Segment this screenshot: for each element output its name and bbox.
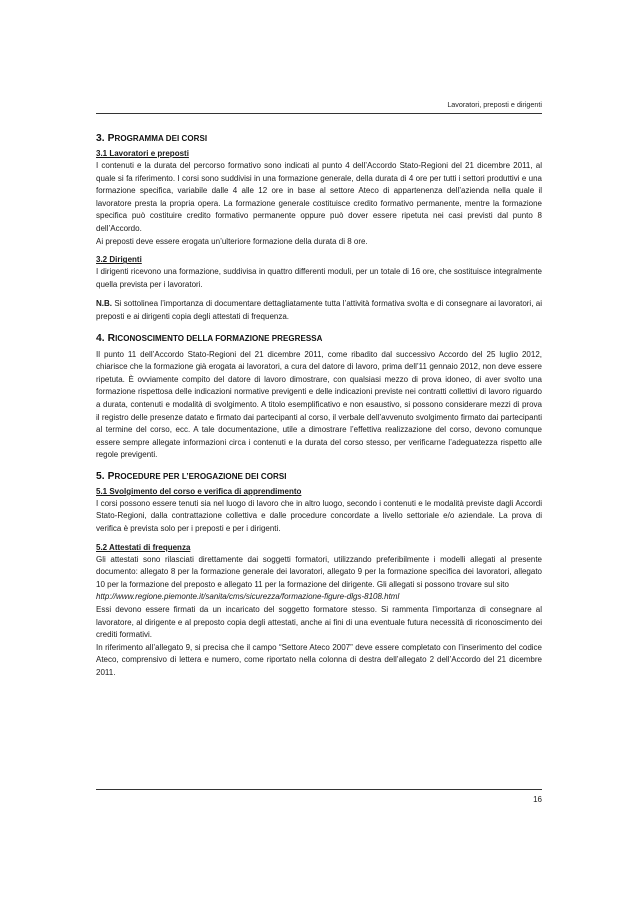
subsection-3-2-heading: 3.2 Dirigenti bbox=[96, 255, 142, 265]
section-4-heading bbox=[96, 333, 542, 344]
url-paragraph bbox=[96, 591, 542, 604]
section-3-heading bbox=[96, 133, 542, 144]
paragraph-5-1: I corsi possono essere tenuti sia nel luogo di lavoro che in altro luogo, secondo i contenuti e le modalità previste dagli Accordi Stato-Regioni, dalla contrattazione collettiva e dalle procedure concordate a livello settoriale e/o aziendale. La prova di verifica è prevista solo per i preposti e per i dirigenti. bbox=[96, 498, 542, 534]
note-label: N.B. bbox=[96, 299, 112, 309]
page-number: 16 bbox=[533, 795, 542, 804]
paragraph-5-2-b: Essi devono essere firmati da un incaricato del soggetto formatore stesso. Si rammenta l’importanza di consegnare al lavoratore, al dirigente e al preposto copia degli attestati, anche ai fini di una eventuale futura necessità di riconoscimento dei crediti formativi. bbox=[96, 605, 542, 640]
subsection-5-2-heading: 5.2 Attestati di frequenza bbox=[96, 542, 191, 552]
paragraph-5-2-c: In riferimento all’allegato 9, si precisa che il campo “Settore Ateco 2007” deve essere completato con l’inserimento del codice Ateco, comprensivo di lettera e numero, come riportato nella colonna di destra dell’allegato 2 dell’Accordo del 21 dicembre 2011. bbox=[96, 642, 542, 677]
regione-url-link[interactable]: http://www.regione.piemonte.it/sanita/cms/sicurezza/formazione-figure-dlgs-8108.html bbox=[96, 592, 400, 602]
footer-divider bbox=[96, 789, 542, 790]
section-5-title: ROCEDURE PER L’EROGAZIONE DEI CORSI bbox=[114, 471, 287, 481]
paragraph-5-2-a: Gli attestati sono rilasciati direttamente dai soggetti formatori, utilizzando preferibilmente i modelli allegati al presente documento: allegato 8 per la formazione generale dei lavoratori, allegato 9 per la formazione specifica dei lavoratori, allegato 10 per la formazione del preposto e allegato 11 per la formazione del dirigente. Gli allegati si possono trovare sul sito bbox=[96, 554, 542, 589]
section-3-title: ROGRAMMA DEI CORSI bbox=[114, 134, 208, 143]
section-5-number: 5. P bbox=[96, 470, 115, 482]
paragraph-4: Il punto 11 dell’Accordo Stato-Regioni del 21 dicembre 2011, come ribadito dal successivo Accordo del 25 luglio 2012, chiarisce che la formazione già erogata ai lavoratori, a cura del datore di lavoro, prima dell’11 gennaio 2012, non deve essere ripetuta. È ovviamente compito del datore di lavoro dimostrare, con qualsiasi mezzo di prova idoneo, di aver svolto una formazione rispettosa delle indicazioni normative previgenti e delle indicazioni previste nei contratti collettivi di lavoro riguardo a durata, contenuti e modalità di svolgimento. A titolo esemplificativo e non esaustivo, si possono considerare mezzi di prova il registro delle presenze datato e firmato dai partecipanti al corso, il verbale dell’avvenuto svolgimento firmato dai partecipanti al termine del corso, ecc. A tale documentazione, utile a dimostrare l’effettiva realizzazione del corso, devono comunque essere sempre allegate informazioni circa i contenuti e la durata del corso stesso, per verificarne l’adeguatezza rispetto alle regole previgenti. bbox=[96, 349, 542, 460]
subsection-3-1-heading: 3.1 Lavoratori e preposti bbox=[96, 149, 189, 158]
note-text: Si sottolinea l’importanza di documentare dettagliatamente tutta l’attività formativa svolta e di consegnare ai lavoratori, ai preposti e ai dirigenti copia degli attestati di frequenza. bbox=[96, 299, 542, 321]
page-content bbox=[96, 133, 542, 687]
note-paragraph bbox=[96, 298, 542, 323]
paragraph-3-1-b: Ai preposti deve essere erogata un’ulteriore formazione della durata di 8 ore. bbox=[96, 236, 368, 246]
section-5-heading bbox=[96, 471, 542, 482]
section-3-number: 3. P bbox=[96, 133, 115, 144]
paragraph-3-1-a: I contenuti e la durata del percorso formativo sono indicati al punto 4 dell’Accordo Stato-Regioni del 21 dicembre 2011, al quale si fa riferimento. I corsi sono suddivisi in una formazione generale, della durata di 4 ore per tutti i settori produttivi e una formazione specifica, variabile dalle 4 alle 12 ore in base al settore Ateco di appartenenza dell’azienda nella quale il lavoratore presta la propria opera. La formazione generale costituisce credito formativo permanente, mentre la formazione specifica può costituire credito formativo permanente oppure può dover essere ripetuta nei casi previsti dal punto 8 dell’Accordo. bbox=[96, 161, 542, 233]
section-4-title: ICONOSCIMENTO DELLA FORMAZIONE PREGRESSA bbox=[115, 333, 323, 343]
header-divider bbox=[96, 113, 542, 114]
section-4-number: 4. R bbox=[96, 332, 116, 344]
subsection-5-1-heading: 5.1 Svolgimento del corso e verifica di apprendimento bbox=[96, 486, 302, 496]
running-header: Lavoratori, preposti e dirigenti bbox=[447, 100, 542, 109]
paragraph-3-2: I dirigenti ricevono una formazione, suddivisa in quattro differenti moduli, per un totale di 16 ore, che sostituisce integralmente quella prevista per i lavoratori. bbox=[96, 267, 542, 289]
